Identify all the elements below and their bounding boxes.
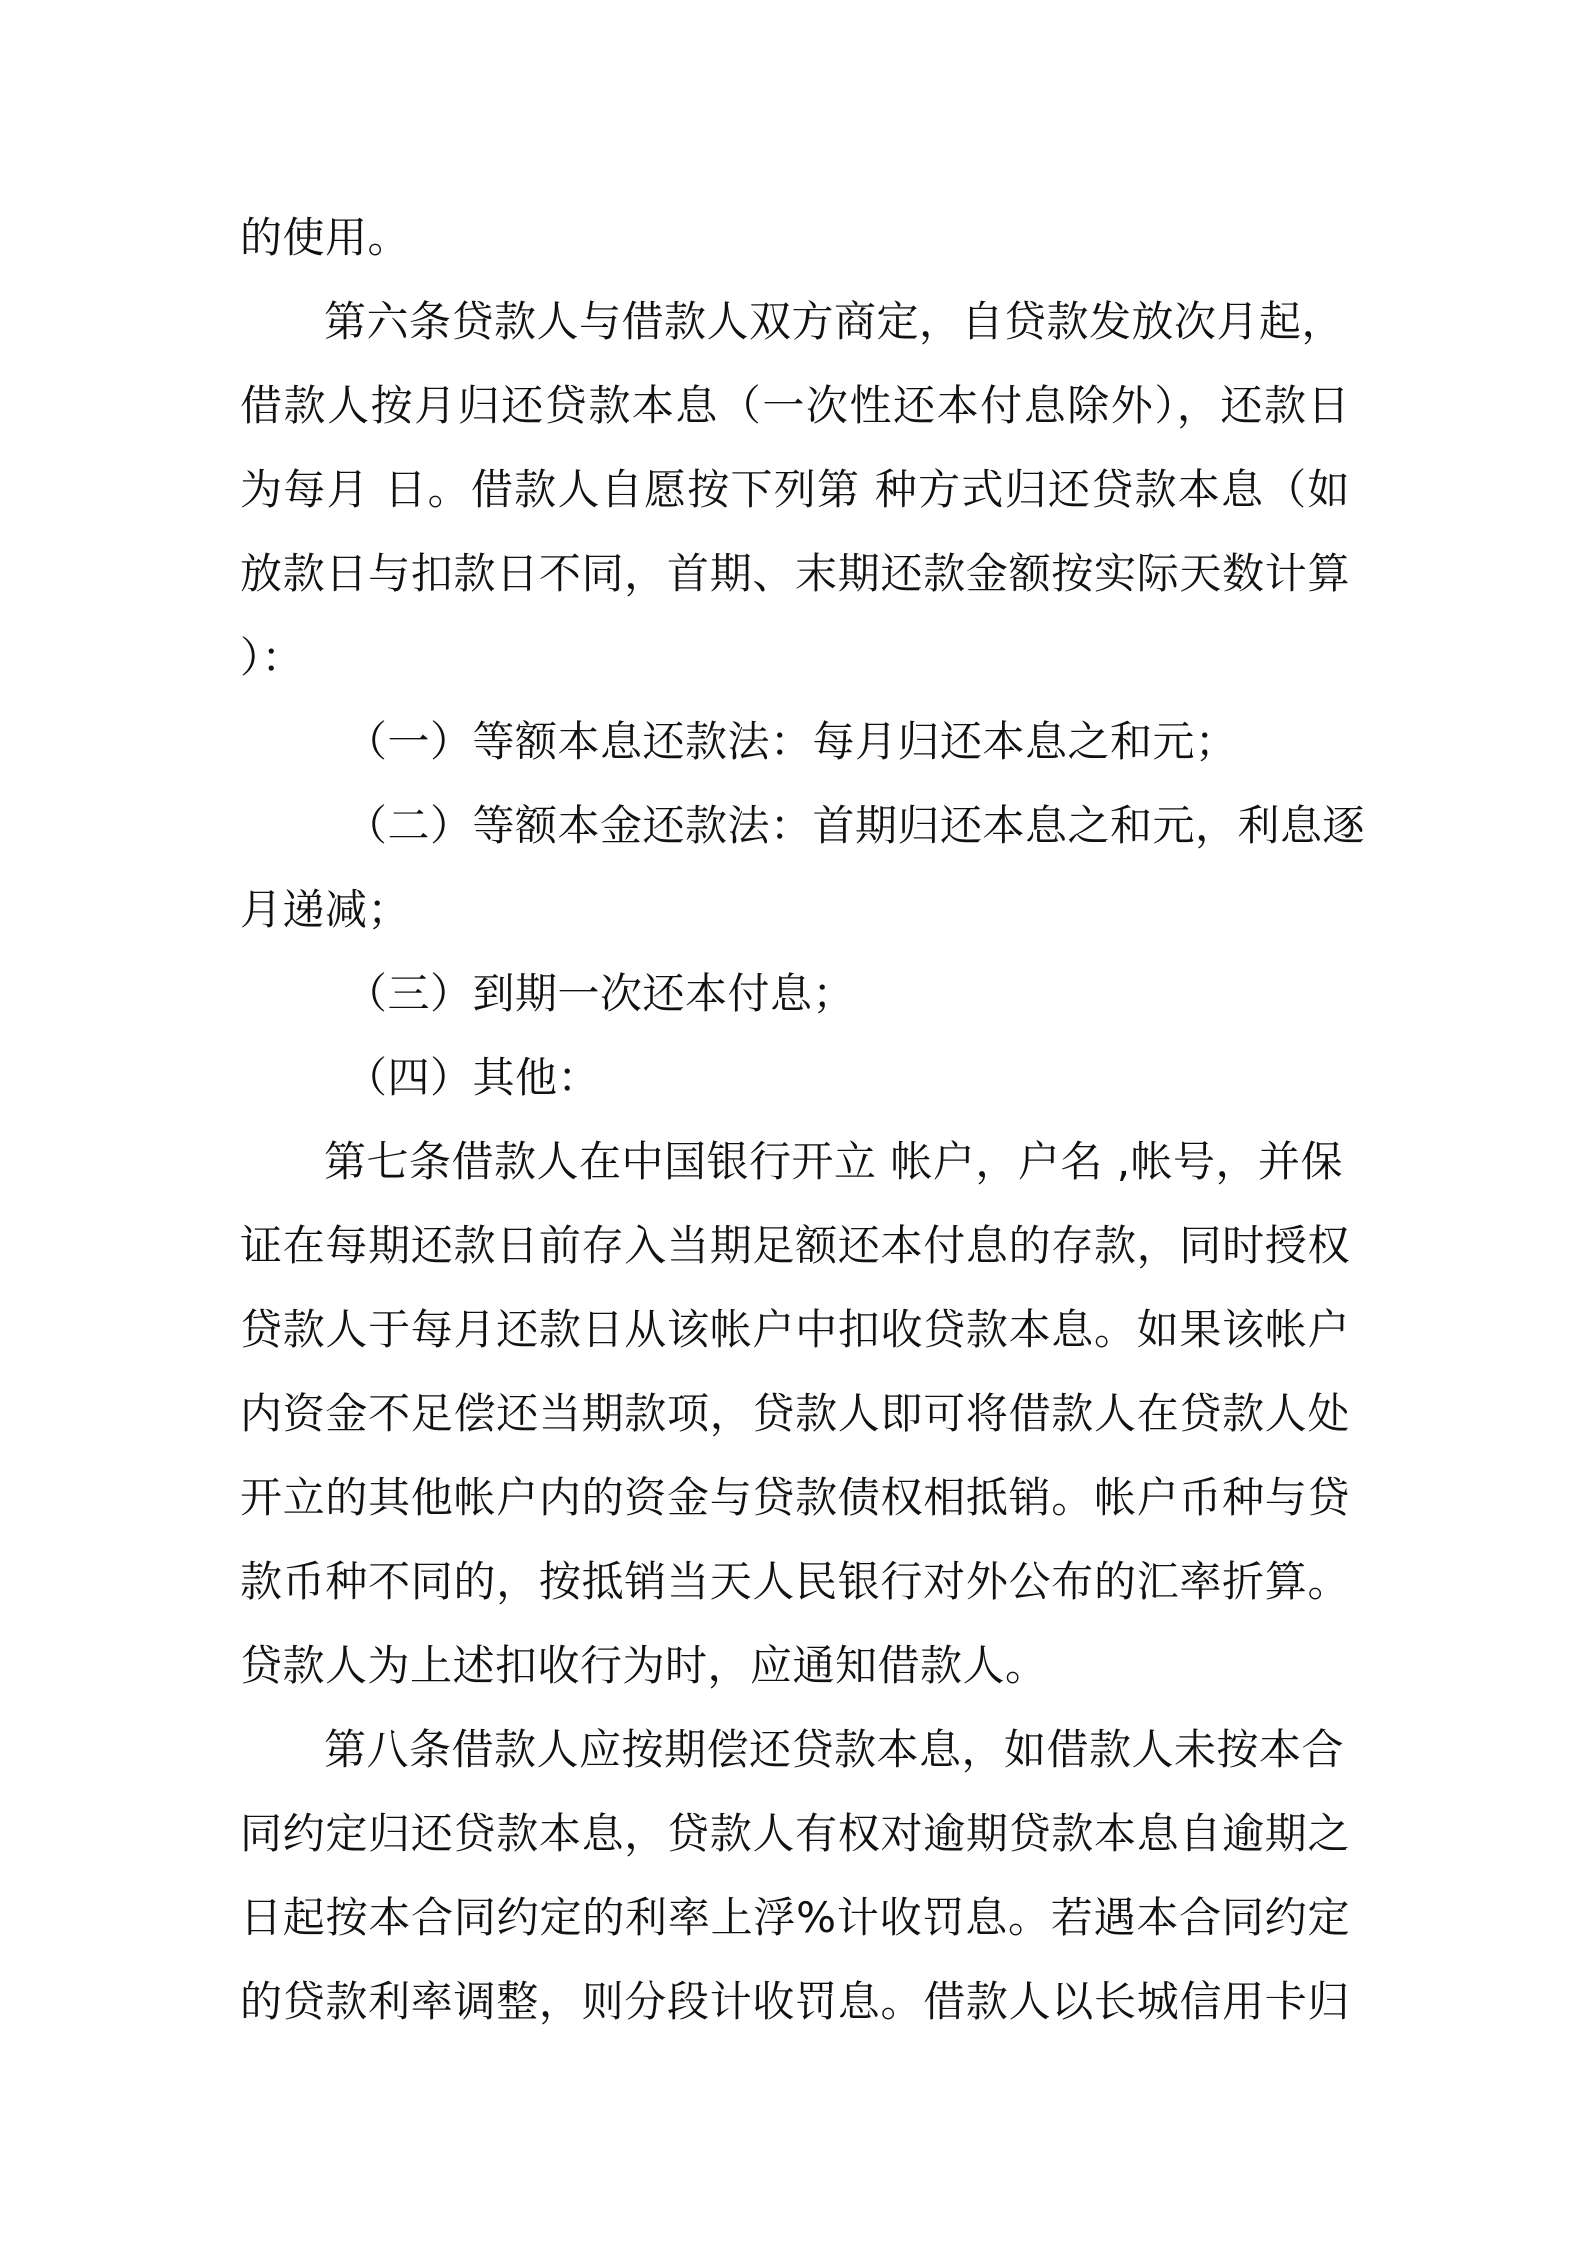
text-line: 贷款人为上述扣收行为时，应通知借款人。 bbox=[240, 1641, 1048, 1690]
article-8-heading-line: 第八条借款人应按期偿还贷款本息，如借款人未按本合 bbox=[324, 1725, 1345, 1774]
text-line: 借款人按月归还贷款本息（一次性还本付息除外），还款日 bbox=[240, 381, 1350, 430]
text-line: 的使用。 bbox=[240, 213, 411, 262]
text-line: 为每月 日。借款人自愿按下列第 种方式归还贷款本息（如 bbox=[240, 465, 1350, 514]
text-line: 内资金不足偿还当期款项，贷款人即可将借款人在贷款人处 bbox=[240, 1389, 1350, 1438]
text-line: 款币种不同的，按抵销当天人民银行对外公布的汇率折算。 bbox=[240, 1557, 1350, 1606]
text-line: 证在每期还款日前存入当期足额还本付息的存款，同时授权 bbox=[240, 1221, 1350, 1270]
text-line: ）： bbox=[240, 633, 305, 682]
repayment-option-1: （一）等额本息还款法：每月归还本息之和元； bbox=[345, 717, 1238, 766]
contract-body-text bbox=[240, 196, 1366, 2044]
text-line: 的贷款利率调整，则分段计收罚息。借款人以长城信用卡归 bbox=[240, 1977, 1350, 2026]
repayment-option-2: （二）等额本金还款法：首期归还本息之和元，利息逐 bbox=[345, 801, 1366, 850]
text-line: 同约定归还贷款本息，贷款人有权对逾期贷款本息自逾期之 bbox=[240, 1809, 1350, 1858]
article-7-heading-line: 第七条借款人在中国银行开立 帐户，户名 ,帐号，并保 bbox=[324, 1137, 1344, 1186]
article-6-heading-line: 第六条贷款人与借款人双方商定，自贷款发放次月起， bbox=[324, 297, 1345, 346]
repayment-option-4: （四）其他： bbox=[345, 1053, 601, 1102]
text-line: 放款日与扣款日不同，首期、末期还款金额按实际天数计算 bbox=[240, 549, 1350, 598]
text-line: 开立的其他帐户内的资金与贷款债权相抵销。帐户币种与贷 bbox=[240, 1473, 1350, 1522]
text-line: 月递减； bbox=[240, 885, 411, 934]
repayment-option-3: （三）到期一次还本付息； bbox=[345, 969, 856, 1018]
text-line: 日起按本合同约定的利率上浮%计收罚息。若遇本合同约定 bbox=[240, 1893, 1350, 1942]
text-line: 贷款人于每月还款日从该帐户中扣收贷款本息。如果该帐户 bbox=[240, 1305, 1350, 1354]
